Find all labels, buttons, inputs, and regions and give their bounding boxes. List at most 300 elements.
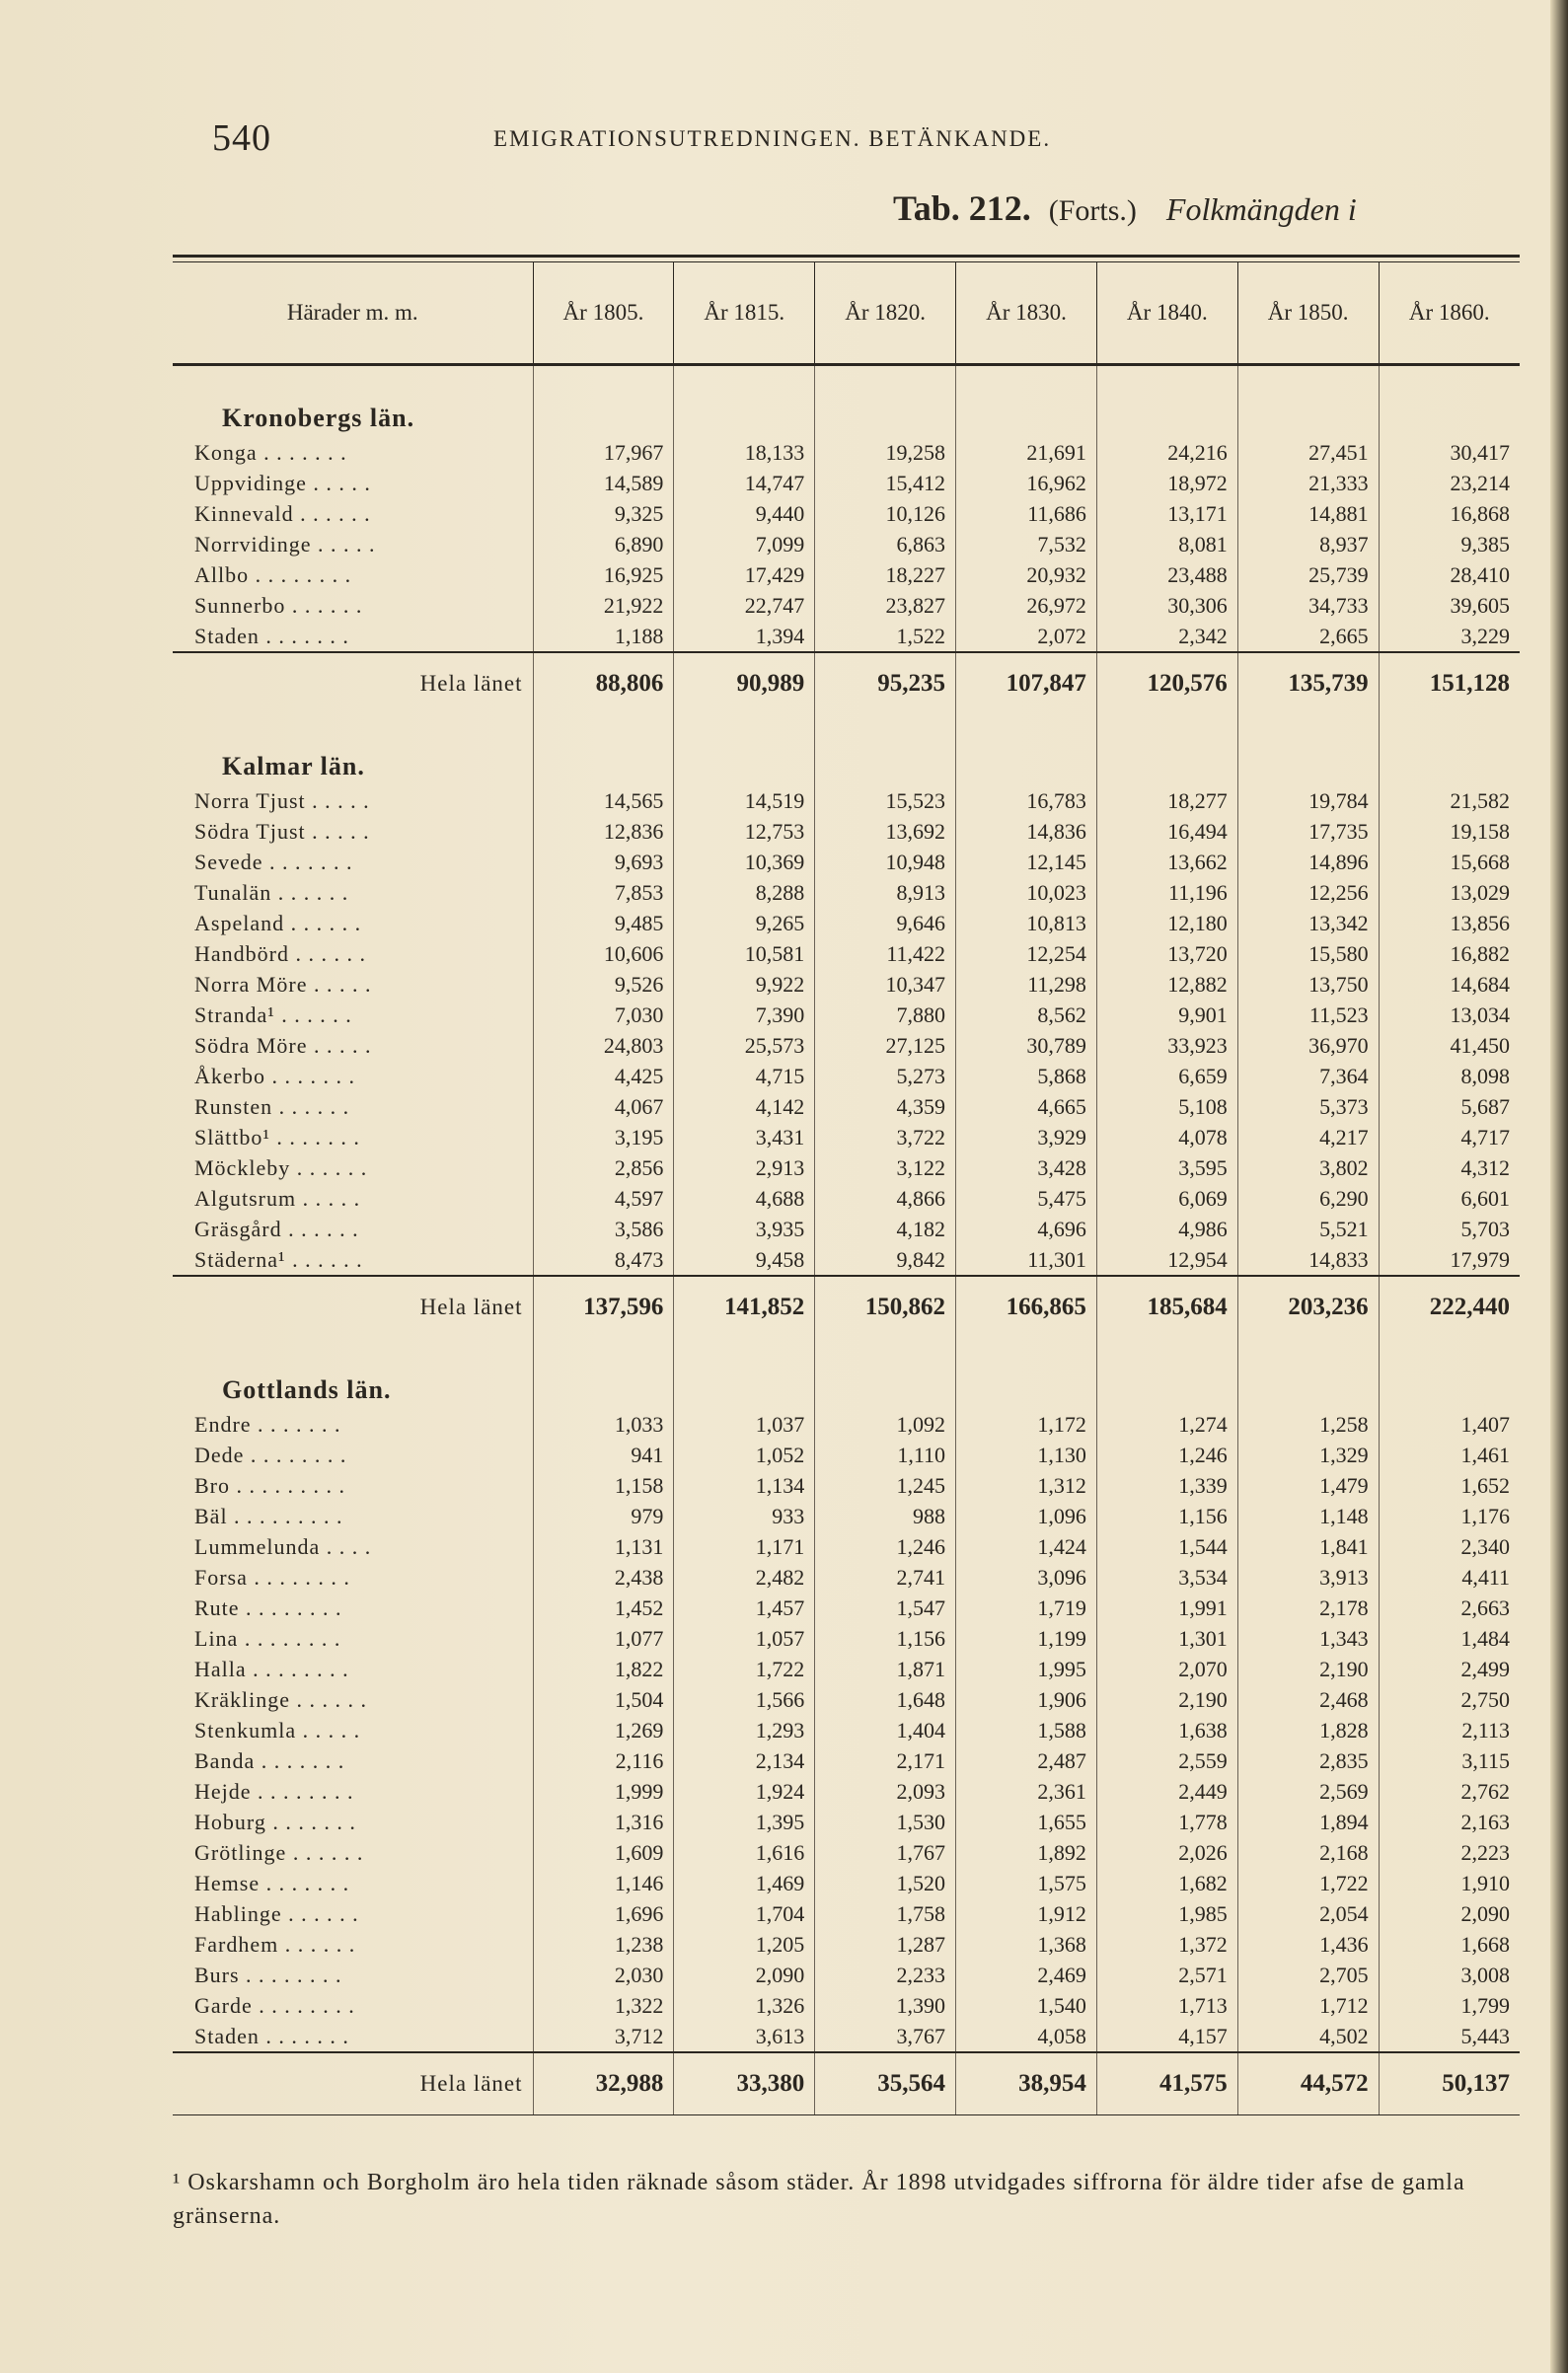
table-body: [173, 365, 1520, 2115]
total-value: 41,575: [1096, 2052, 1237, 2115]
population-value: 9,325: [533, 498, 674, 529]
population-value: 19,158: [1379, 816, 1520, 847]
population-value: 2,116: [533, 1745, 674, 1776]
population-value: 14,833: [1237, 1244, 1379, 1276]
population-value: 26,972: [956, 590, 1097, 621]
total-value: 137,596: [533, 1276, 674, 1338]
district-name: Södra Möre . . . . .: [194, 1032, 372, 1058]
population-table-wrap: [173, 255, 1520, 2115]
table-row: [173, 1061, 1520, 1091]
district-name: Kinnevald . . . . . .: [194, 500, 371, 526]
population-value: 1,274: [1096, 1409, 1237, 1440]
population-value: 16,925: [533, 559, 674, 590]
empty-cell: [674, 1338, 815, 1409]
table-number: Tab. 212.: [893, 188, 1031, 228]
table-row: [173, 877, 1520, 908]
table-row: [173, 1531, 1520, 1562]
population-value: 2,835: [1237, 1745, 1379, 1776]
population-value: 4,597: [533, 1183, 674, 1214]
total-value: 203,236: [1237, 1276, 1379, 1338]
population-value: 1,205: [674, 1929, 815, 1960]
population-value: 11,523: [1237, 1000, 1379, 1030]
population-value: 10,581: [674, 938, 815, 969]
population-value: 6,890: [533, 529, 674, 559]
population-value: 4,688: [674, 1183, 815, 1214]
table-row: [173, 1776, 1520, 1807]
population-value: 5,868: [956, 1061, 1097, 1091]
population-value: 3,008: [1379, 1960, 1520, 1990]
footnote: ¹ Oskarshamn och Borgholm äro hela tiden räknade såsom städer. År 1898 utvidgades siffrorna för äldre tider afse de gamla gränserna.: [173, 2170, 1465, 2229]
population-value: 1,301: [1096, 1623, 1237, 1654]
population-value: 2,054: [1237, 1898, 1379, 1929]
population-value: 1,575: [956, 1868, 1097, 1898]
population-value: 23,827: [815, 590, 956, 621]
population-value: 6,601: [1379, 1183, 1520, 1214]
population-value: 11,422: [815, 938, 956, 969]
population-value: 1,540: [956, 1990, 1097, 2021]
population-value: 2,026: [1096, 1837, 1237, 1868]
population-value: 9,922: [674, 969, 815, 1000]
total-value: 222,440: [1379, 1276, 1520, 1338]
total-value: 95,235: [815, 652, 956, 714]
population-value: 7,030: [533, 1000, 674, 1030]
population-value: 1,530: [815, 1807, 956, 1837]
table-row: [173, 1091, 1520, 1122]
empty-cell: [815, 714, 956, 785]
district-name: Dede . . . . . . . .: [194, 1442, 347, 1467]
population-value: 2,070: [1096, 1654, 1237, 1684]
population-value: 11,301: [956, 1244, 1097, 1276]
total-label: Hela länet: [173, 652, 533, 714]
population-value: 6,863: [815, 529, 956, 559]
population-value: 2,342: [1096, 621, 1237, 652]
population-value: 2,190: [1237, 1654, 1379, 1684]
empty-cell: [815, 1338, 956, 1409]
district-name: Lummelunda . . . .: [194, 1533, 372, 1559]
district-name: Slättbo¹ . . . . . . .: [194, 1124, 360, 1149]
district-name: Stenkumla . . . . .: [194, 1717, 361, 1743]
population-value: 1,394: [674, 621, 815, 652]
empty-cell: [1096, 714, 1237, 785]
population-value: 1,246: [1096, 1440, 1237, 1470]
running-head: [212, 116, 1534, 159]
population-value: 4,665: [956, 1091, 1097, 1122]
population-value: 34,733: [1237, 590, 1379, 621]
total-value: 44,572: [1237, 2052, 1379, 2115]
table-row: [173, 1898, 1520, 1929]
empty-cell: [1379, 1338, 1520, 1409]
district-name: Städerna¹ . . . . . .: [194, 1246, 363, 1272]
district-name: Endre . . . . . . .: [194, 1411, 341, 1437]
table-row: [173, 1409, 1520, 1440]
population-value: 18,277: [1096, 785, 1237, 816]
population-value: 2,913: [674, 1152, 815, 1183]
table-row: [173, 1152, 1520, 1183]
population-value: 1,199: [956, 1623, 1097, 1654]
total-value: 185,684: [1096, 1276, 1237, 1338]
empty-cell: [815, 365, 956, 438]
population-value: 3,586: [533, 1214, 674, 1244]
empty-cell: [1237, 714, 1379, 785]
empty-cell: [1379, 365, 1520, 438]
population-value: 1,704: [674, 1898, 815, 1929]
population-value: 8,937: [1237, 529, 1379, 559]
population-value: 2,469: [956, 1960, 1097, 1990]
population-value: 2,090: [674, 1960, 815, 1990]
population-value: 979: [533, 1501, 674, 1531]
county-name: Kalmar län.: [222, 752, 365, 780]
population-value: 9,646: [815, 908, 956, 938]
population-value: 17,967: [533, 437, 674, 468]
header-year: År 1860.: [1379, 262, 1520, 365]
table-row: [173, 468, 1520, 498]
population-value: 30,417: [1379, 437, 1520, 468]
district-name: Rute . . . . . . . .: [194, 1594, 342, 1620]
empty-cell: [1237, 365, 1379, 438]
population-value: 1,999: [533, 1776, 674, 1807]
population-value: 10,813: [956, 908, 1097, 938]
total-value: 50,137: [1379, 2052, 1520, 2115]
population-value: 1,985: [1096, 1898, 1237, 1929]
population-value: 1,995: [956, 1654, 1097, 1684]
population-value: 5,273: [815, 1061, 956, 1091]
table-row: [173, 1990, 1520, 2021]
population-value: 39,605: [1379, 590, 1520, 621]
population-value: 2,361: [956, 1776, 1097, 1807]
population-value: 9,265: [674, 908, 815, 938]
population-value: 1,172: [956, 1409, 1097, 1440]
table-row: [173, 1807, 1520, 1837]
population-value: 1,052: [674, 1440, 815, 1470]
table-row: [173, 498, 1520, 529]
district-name: Bro . . . . . . . . .: [194, 1472, 345, 1498]
population-value: 4,502: [1237, 2021, 1379, 2052]
population-value: 3,767: [815, 2021, 956, 2052]
population-value: 2,233: [815, 1960, 956, 1990]
table-row: [173, 621, 1520, 652]
table-row: [173, 1501, 1520, 1531]
population-value: 24,803: [533, 1030, 674, 1061]
population-value: 2,030: [533, 1960, 674, 1990]
population-value: 1,188: [533, 621, 674, 652]
population-value: 1,457: [674, 1593, 815, 1623]
population-value: 1,871: [815, 1654, 956, 1684]
district-name: Hablinge . . . . . .: [194, 1900, 359, 1926]
population-value: 1,322: [533, 1990, 674, 2021]
district-name: Forsa . . . . . . . .: [194, 1564, 350, 1590]
population-value: 15,580: [1237, 938, 1379, 969]
population-value: 16,783: [956, 785, 1097, 816]
population-value: 1,799: [1379, 1990, 1520, 2021]
population-value: 7,390: [674, 1000, 815, 1030]
table-continuation: (Forts.): [1048, 194, 1137, 227]
population-value: 1,648: [815, 1684, 956, 1715]
table-row: [173, 1745, 1520, 1776]
population-value: 3,096: [956, 1562, 1097, 1593]
population-value: 19,258: [815, 437, 956, 468]
table-row: [173, 969, 1520, 1000]
population-value: 18,133: [674, 437, 815, 468]
district-name: Tunalän . . . . . .: [194, 879, 349, 905]
population-value: 17,735: [1237, 816, 1379, 847]
population-value: 1,110: [815, 1440, 956, 1470]
population-value: 2,190: [1096, 1684, 1237, 1715]
population-value: 4,866: [815, 1183, 956, 1214]
population-value: 6,659: [1096, 1061, 1237, 1091]
empty-cell: [956, 714, 1097, 785]
population-value: 1,479: [1237, 1470, 1379, 1501]
page-number: 540: [212, 117, 271, 159]
population-value: 7,532: [956, 529, 1097, 559]
district-name: Handbörd . . . . . .: [194, 940, 366, 966]
population-value: 12,145: [956, 847, 1097, 877]
population-value: 10,606: [533, 938, 674, 969]
total-value: 38,954: [956, 2052, 1097, 2115]
population-value: 1,238: [533, 1929, 674, 1960]
population-value: 1,258: [1237, 1409, 1379, 1440]
total-value: 141,852: [674, 1276, 815, 1338]
population-value: 2,072: [956, 621, 1097, 652]
population-value: 1,522: [815, 621, 956, 652]
population-value: 1,682: [1096, 1868, 1237, 1898]
population-value: 18,972: [1096, 468, 1237, 498]
empty-cell: [1096, 365, 1237, 438]
population-value: 12,254: [956, 938, 1097, 969]
table-row: [173, 908, 1520, 938]
population-value: 2,171: [815, 1745, 956, 1776]
district-name: Norrvidinge . . . . .: [194, 531, 376, 556]
population-value: 11,298: [956, 969, 1097, 1000]
population-value: 10,023: [956, 877, 1097, 908]
population-value: 21,922: [533, 590, 674, 621]
population-value: 988: [815, 1501, 956, 1531]
population-value: 14,896: [1237, 847, 1379, 877]
population-value: 14,684: [1379, 969, 1520, 1000]
population-value: 1,912: [956, 1898, 1097, 1929]
population-value: 3,229: [1379, 621, 1520, 652]
header-year: År 1805.: [533, 262, 674, 365]
population-value: 1,148: [1237, 1501, 1379, 1531]
population-value: 1,588: [956, 1715, 1097, 1745]
population-value: 4,157: [1096, 2021, 1237, 2052]
table-row: [173, 1214, 1520, 1244]
table-title: [893, 187, 1534, 237]
population-value: 1,652: [1379, 1470, 1520, 1501]
population-value: 2,750: [1379, 1684, 1520, 1715]
population-value: 3,722: [815, 1122, 956, 1152]
population-value: 3,115: [1379, 1745, 1520, 1776]
population-value: 14,565: [533, 785, 674, 816]
population-value: 36,970: [1237, 1030, 1379, 1061]
population-value: 10,948: [815, 847, 956, 877]
population-value: 4,715: [674, 1061, 815, 1091]
population-value: 1,461: [1379, 1440, 1520, 1470]
county-heading-row: [173, 1338, 1520, 1409]
population-value: 20,932: [956, 559, 1097, 590]
district-name: Hoburg . . . . . . .: [194, 1809, 356, 1834]
population-value: 1,547: [815, 1593, 956, 1623]
district-name: Fardhem . . . . . .: [194, 1931, 356, 1957]
district-name: Konga . . . . . . .: [194, 439, 347, 465]
population-value: 21,333: [1237, 468, 1379, 498]
population-value: 2,762: [1379, 1776, 1520, 1807]
population-value: 1,269: [533, 1715, 674, 1745]
table-row: [173, 1440, 1520, 1470]
population-value: 1,287: [815, 1929, 956, 1960]
population-value: 3,122: [815, 1152, 956, 1183]
population-value: 8,913: [815, 877, 956, 908]
population-value: 1,176: [1379, 1501, 1520, 1531]
empty-cell: [1379, 714, 1520, 785]
population-value: 2,499: [1379, 1654, 1520, 1684]
header-year: År 1830.: [956, 262, 1097, 365]
district-name: Möckleby . . . . . .: [194, 1154, 368, 1180]
population-value: 1,566: [674, 1684, 815, 1715]
district-name: Stranda¹ . . . . . .: [194, 1001, 352, 1027]
header-year: År 1850.: [1237, 262, 1379, 365]
table-row: [173, 437, 1520, 468]
total-label: Hela länet: [173, 1276, 533, 1338]
total-value: 166,865: [956, 1276, 1097, 1338]
header-district: Härader m. m.: [173, 262, 533, 365]
population-value: 6,069: [1096, 1183, 1237, 1214]
population-value: 2,571: [1096, 1960, 1237, 1990]
population-value: 1,057: [674, 1623, 815, 1654]
population-value: 1,316: [533, 1807, 674, 1837]
total-value: 90,989: [674, 652, 815, 714]
population-value: 27,125: [815, 1030, 956, 1061]
population-value: 1,329: [1237, 1440, 1379, 1470]
population-value: 1,077: [533, 1623, 674, 1654]
population-value: 4,312: [1379, 1152, 1520, 1183]
population-value: 12,882: [1096, 969, 1237, 1000]
table-row: [173, 785, 1520, 816]
district-name: Staden . . . . . . .: [194, 623, 349, 648]
table-row: [173, 1929, 1520, 1960]
population-value: 18,227: [815, 559, 956, 590]
population-value: 2,090: [1379, 1898, 1520, 1929]
population-value: 12,836: [533, 816, 674, 847]
population-value: 2,449: [1096, 1776, 1237, 1807]
population-value: 9,440: [674, 498, 815, 529]
population-value: 5,475: [956, 1183, 1097, 1214]
population-value: 1,696: [533, 1898, 674, 1929]
population-value: 21,691: [956, 437, 1097, 468]
district-name: Åkerbo . . . . . . .: [194, 1063, 355, 1088]
running-title: EMIGRATIONSUTREDNINGEN. BETÄNKANDE.: [493, 126, 1052, 151]
table-row: [173, 590, 1520, 621]
district-name: Aspeland . . . . . .: [194, 910, 362, 935]
total-value: 88,806: [533, 652, 674, 714]
empty-cell: [956, 1338, 1097, 1409]
population-value: 5,373: [1237, 1091, 1379, 1122]
population-value: 2,487: [956, 1745, 1097, 1776]
population-value: 13,171: [1096, 498, 1237, 529]
population-value: 2,438: [533, 1562, 674, 1593]
population-value: 7,364: [1237, 1061, 1379, 1091]
population-value: 1,156: [1096, 1501, 1237, 1531]
county-total-row: [173, 2052, 1520, 2115]
population-value: 5,108: [1096, 1091, 1237, 1122]
population-value: 28,410: [1379, 559, 1520, 590]
header-year: År 1820.: [815, 262, 956, 365]
table-row: [173, 1868, 1520, 1898]
population-table: [173, 262, 1520, 2115]
population-value: 4,058: [956, 2021, 1097, 2052]
population-value: 14,747: [674, 468, 815, 498]
county-heading-row: [173, 714, 1520, 785]
population-value: 11,196: [1096, 877, 1237, 908]
population-value: 12,753: [674, 816, 815, 847]
page-edge-shadow: [1550, 0, 1568, 2373]
population-value: 13,342: [1237, 908, 1379, 938]
population-value: 3,431: [674, 1122, 815, 1152]
total-value: 120,576: [1096, 652, 1237, 714]
district-name: Hejde . . . . . . . .: [194, 1778, 354, 1804]
population-value: 1,436: [1237, 1929, 1379, 1960]
population-value: 1,991: [1096, 1593, 1237, 1623]
population-value: 3,195: [533, 1122, 674, 1152]
population-value: 2,663: [1379, 1593, 1520, 1623]
population-value: 3,534: [1096, 1562, 1237, 1593]
table-row: [173, 1837, 1520, 1868]
population-value: 30,306: [1096, 590, 1237, 621]
population-value: 4,411: [1379, 1562, 1520, 1593]
population-value: 1,722: [1237, 1868, 1379, 1898]
population-value: 41,450: [1379, 1030, 1520, 1061]
population-value: 1,407: [1379, 1409, 1520, 1440]
population-value: 4,217: [1237, 1122, 1379, 1152]
population-value: 9,385: [1379, 529, 1520, 559]
district-name: Allbo . . . . . . . .: [194, 561, 352, 587]
total-value: 150,862: [815, 1276, 956, 1338]
table-row: [173, 1715, 1520, 1745]
population-value: 1,906: [956, 1684, 1097, 1715]
population-value: 1,924: [674, 1776, 815, 1807]
population-value: 16,882: [1379, 938, 1520, 969]
table-row: [173, 1183, 1520, 1214]
population-value: 9,485: [533, 908, 674, 938]
total-value: 107,847: [956, 652, 1097, 714]
population-value: 3,913: [1237, 1562, 1379, 1593]
population-value: 5,703: [1379, 1214, 1520, 1244]
population-value: 8,288: [674, 877, 815, 908]
population-value: 5,443: [1379, 2021, 1520, 2052]
population-value: 1,245: [815, 1470, 956, 1501]
header-year: År 1840.: [1096, 262, 1237, 365]
table-row: [173, 1470, 1520, 1501]
population-value: 1,609: [533, 1837, 674, 1868]
table-row: [173, 1654, 1520, 1684]
district-name: Halla . . . . . . . .: [194, 1656, 349, 1681]
population-value: 2,705: [1237, 1960, 1379, 1990]
population-value: 3,712: [533, 2021, 674, 2052]
population-value: 27,451: [1237, 437, 1379, 468]
population-value: 2,559: [1096, 1745, 1237, 1776]
table-row: [173, 1623, 1520, 1654]
table-row: [173, 529, 1520, 559]
population-value: 1,158: [533, 1470, 674, 1501]
table-row: [173, 1593, 1520, 1623]
district-name: Uppvidinge . . . . .: [194, 470, 371, 495]
population-value: 14,836: [956, 816, 1097, 847]
population-value: 2,741: [815, 1562, 956, 1593]
population-value: 1,343: [1237, 1623, 1379, 1654]
population-value: 4,078: [1096, 1122, 1237, 1152]
population-value: 1,395: [674, 1807, 815, 1837]
population-value: 9,842: [815, 1244, 956, 1276]
population-value: 1,390: [815, 1990, 956, 2021]
